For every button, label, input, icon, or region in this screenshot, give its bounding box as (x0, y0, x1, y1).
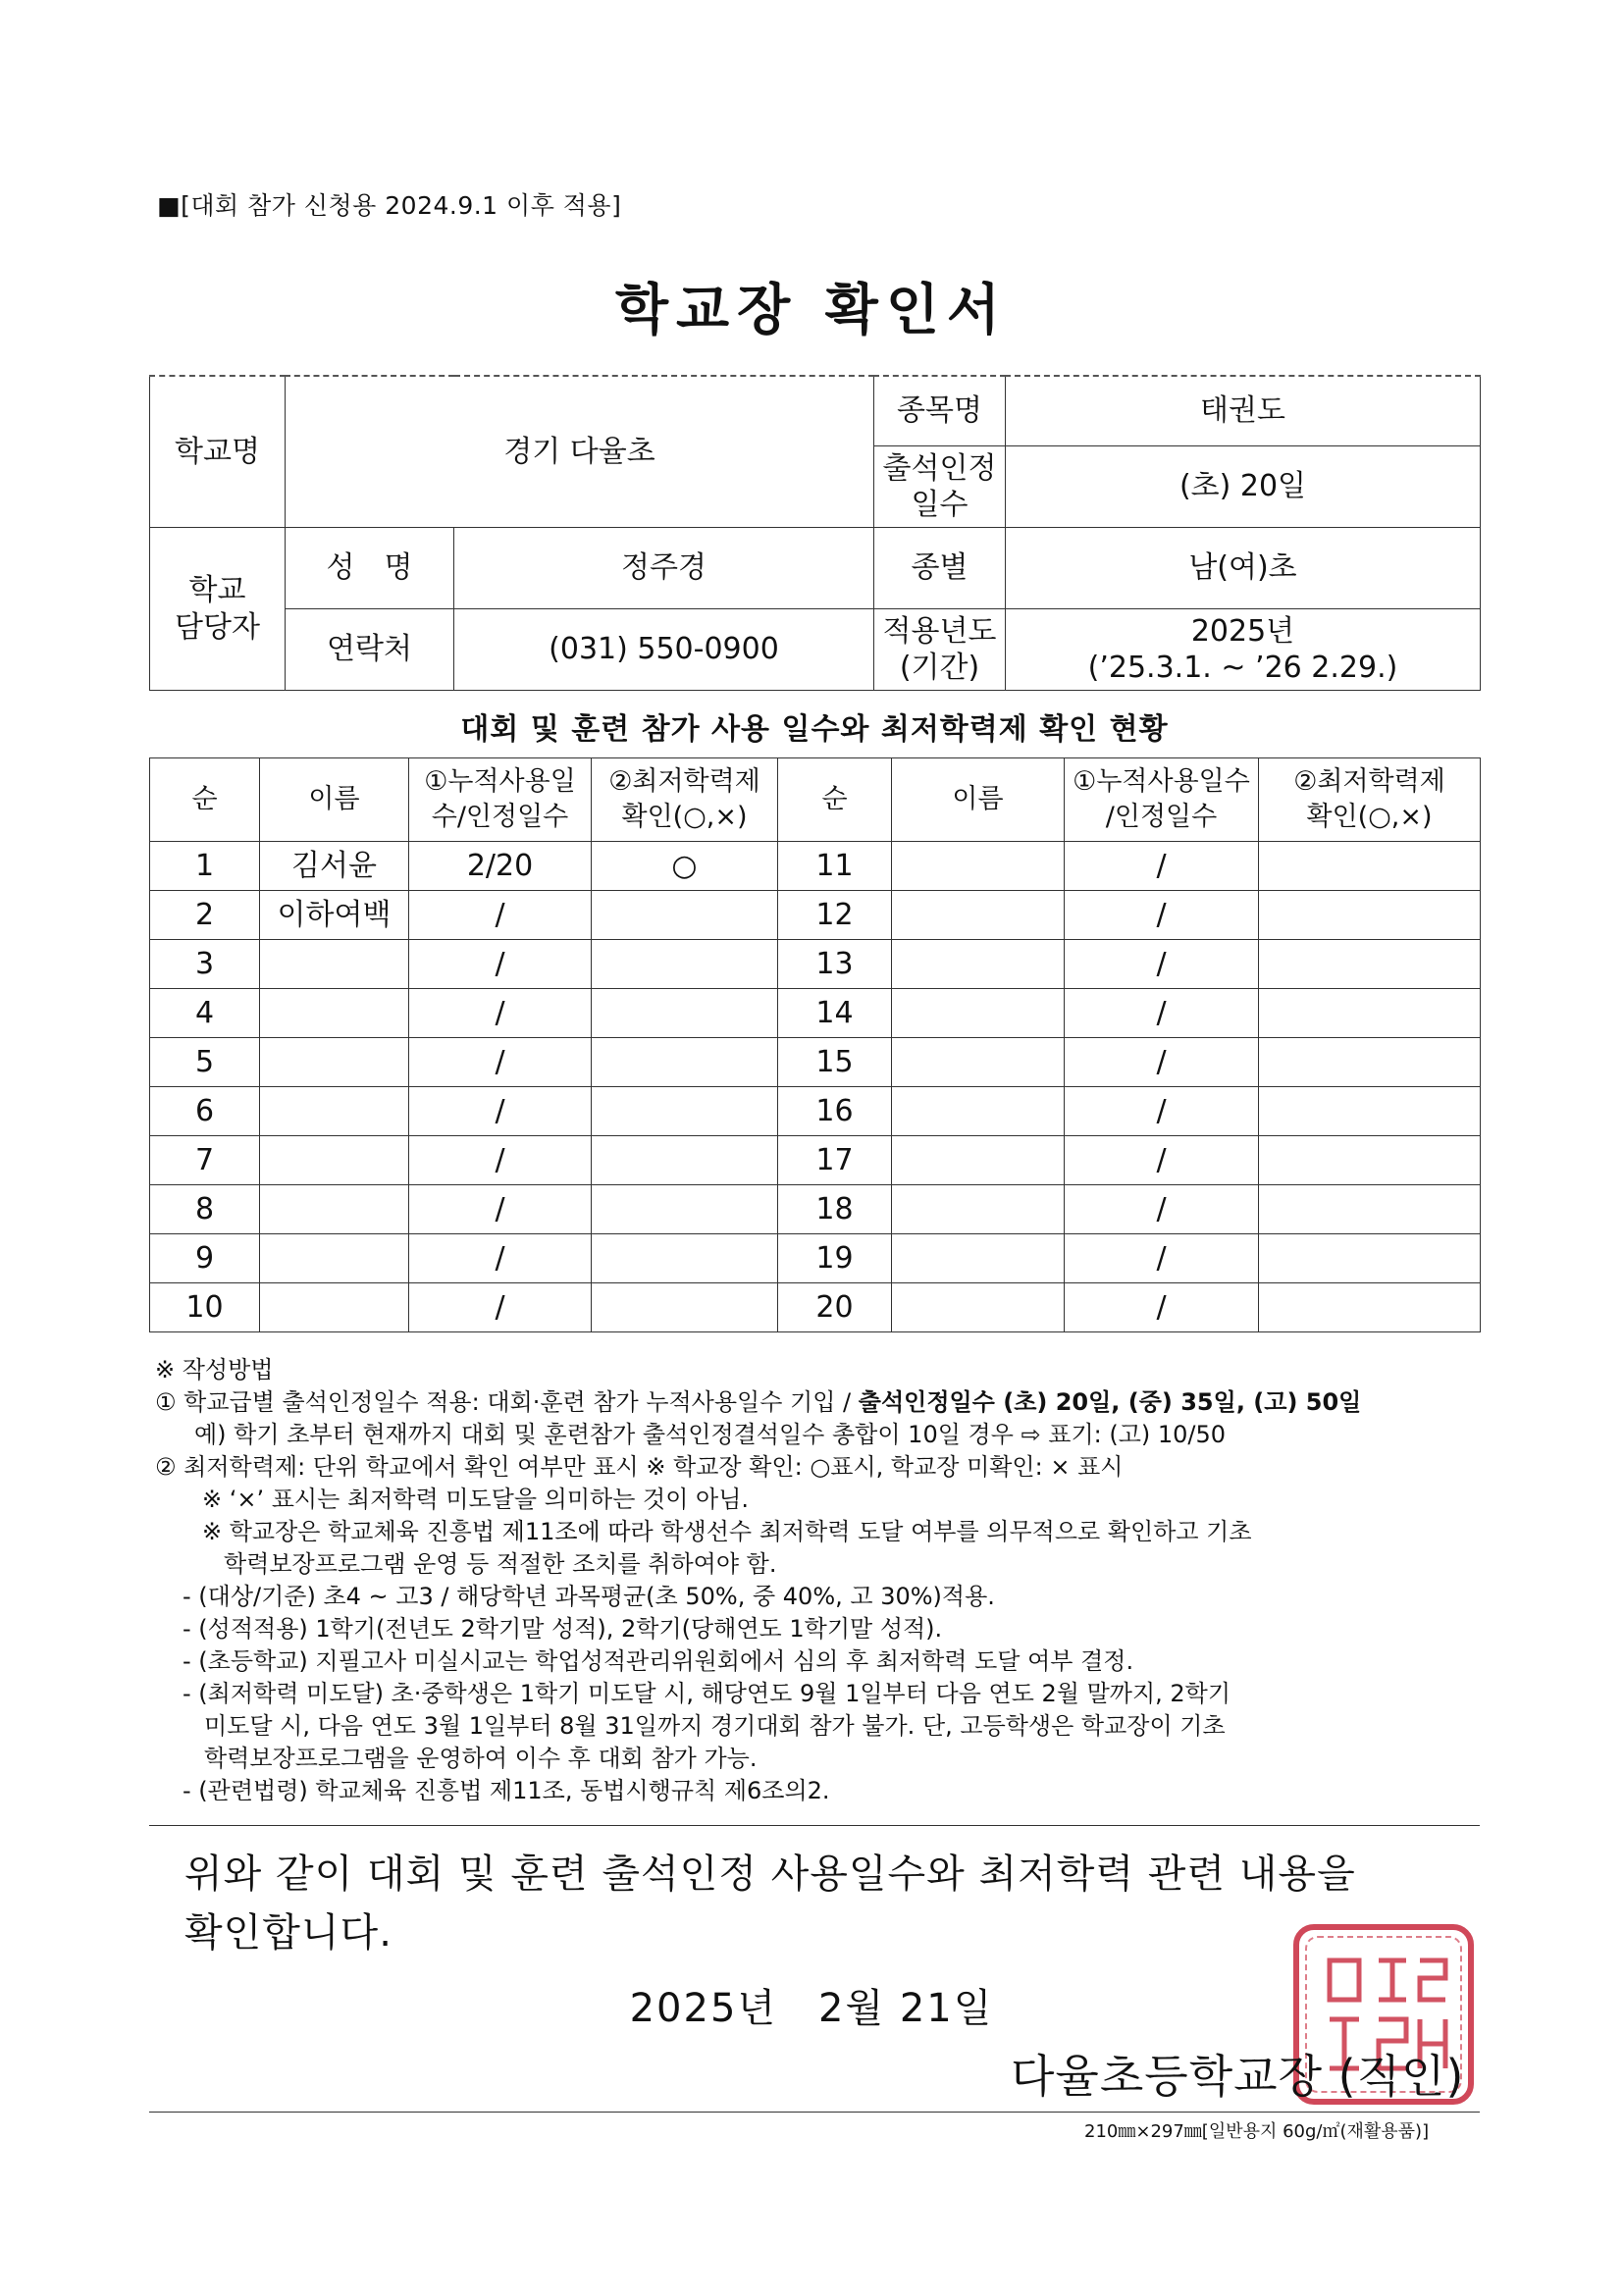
row-days-2: / (1065, 1038, 1259, 1087)
note-6: - (성적적용) 1학기(전년도 2학기말 성적), 2학기(당해연도 1학기말 성적). (183, 1615, 943, 1643)
name-value: 정주경 (454, 528, 874, 609)
row-number: 4 (150, 989, 260, 1038)
year-cell (1006, 609, 1481, 691)
note-8: - (최저학력 미도달) 초·중학생은 1학기 미도달 시, 해당연도 9월 1일부터 다음 연도 2월 말까지, 2학기 (183, 1680, 1231, 1707)
row-check-2 (1259, 1283, 1481, 1332)
header-days-2: ①누적사용일수 /인정일수 (1065, 758, 1259, 842)
table-row (150, 842, 1481, 891)
note-4-cont: 학력보장프로그램 운영 등 적절한 조치를 취하여야 함. (224, 1550, 777, 1578)
row-check (592, 1136, 778, 1185)
row-check (592, 940, 778, 989)
row-days-2: / (1065, 1087, 1259, 1136)
manager-label: 학교 담당자 (150, 528, 286, 691)
row-check-2 (1259, 842, 1481, 891)
row-days: / (409, 940, 592, 989)
note-8-cont: 미도달 시, 다음 연도 3월 1일부터 8월 31일까지 경기대회 참가 불가. 단, 고등학생은 학교장이 기초 (204, 1712, 1226, 1740)
row-check-2 (1259, 1185, 1481, 1234)
row-check-2 (1259, 1234, 1481, 1283)
row-days: / (409, 1185, 592, 1234)
row-name-2 (892, 1136, 1065, 1185)
sport-value: 태권도 (1006, 376, 1481, 446)
note-4: ※ 학교장은 학교체육 진흥법 제11조에 따라 학생선수 최저학력 도달 여부를 의무적으로 확인하고 기초 (202, 1518, 1252, 1545)
table-row (150, 940, 1481, 989)
divider-top (149, 1825, 1480, 1826)
row-days: / (409, 1038, 592, 1087)
row-number: 6 (150, 1087, 260, 1136)
header-days: ①누적사용일 수/인정일수 (409, 758, 592, 842)
row-name-2 (892, 1283, 1065, 1332)
header-name-2: 이름 (892, 758, 1065, 842)
school-label: 학교명 (150, 376, 286, 528)
row-name: 김서윤 (260, 842, 409, 891)
table-row (150, 891, 1481, 940)
row-name (260, 989, 409, 1038)
note-1-example: 예) 학기 초부터 현재까지 대회 및 훈련참가 출석인정결석일수 총합이 10일 경우 ⇨ 표기: (고) 10/50 (194, 1421, 1227, 1448)
note-1-text: ① 학교급별 출석인정일수 적용: 대회·훈련 참가 누적사용일수 기입 / (155, 1388, 859, 1416)
row-name (260, 940, 409, 989)
year-value: 2025년 (1190, 613, 1295, 649)
row-number-2: 17 (778, 1136, 892, 1185)
row-days: / (409, 1136, 592, 1185)
row-check (592, 1283, 778, 1332)
row-check-2 (1259, 1087, 1481, 1136)
contact-label: 연락처 (286, 609, 454, 691)
row-number-2: 19 (778, 1234, 892, 1283)
principal-signature: 다율초등학교장 (직인) (1011, 2050, 1465, 2103)
row-check: ○ (592, 842, 778, 891)
row-name: 이하여백 (260, 891, 409, 940)
row-days: / (409, 989, 592, 1038)
note-8-cont-2: 학력보장프로그램을 운영하여 이수 후 대회 참가 가능. (204, 1745, 758, 1772)
row-days-2: / (1065, 989, 1259, 1038)
header-check-2: ②최저학력제 확인(○,×) (1259, 758, 1481, 842)
row-check-2 (1259, 1038, 1481, 1087)
header-check: ②최저학력제 확인(○,×) (592, 758, 778, 842)
row-number: 7 (150, 1136, 260, 1185)
row-number: 2 (150, 891, 260, 940)
row-number: 3 (150, 940, 260, 989)
row-number: 5 (150, 1038, 260, 1087)
row-days: / (409, 891, 592, 940)
row-check-2 (1259, 1136, 1481, 1185)
sport-label: 종목명 (874, 376, 1006, 446)
confirm-line-1: 위와 같이 대회 및 훈련 출석인정 사용일수와 최저학력 관련 내용을 (184, 1852, 1356, 1897)
row-name-2 (892, 1234, 1065, 1283)
table-row (150, 1234, 1481, 1283)
row-name-2 (892, 989, 1065, 1038)
row-check (592, 1087, 778, 1136)
row-check-2 (1259, 891, 1481, 940)
page-title: 학교장 확인서 (614, 279, 1009, 342)
info-table (149, 375, 1481, 691)
school-value: 경기 다율초 (286, 376, 874, 528)
confirm-line-2: 확인합니다. (184, 1910, 393, 1956)
row-check (592, 1234, 778, 1283)
note-2: ② 최저학력제: 단위 학교에서 확인 여부만 표시 ※ 학교장 확인: ○표시, 학교장 미확인: × 표시 (155, 1453, 1124, 1481)
row-number-2: 20 (778, 1283, 892, 1332)
row-days: / (409, 1087, 592, 1136)
paper-spec: 210㎜×297㎜[일반용지 60g/㎡(재활용품)] (1084, 2121, 1430, 2142)
table-row (150, 1087, 1481, 1136)
note-7: - (초등학교) 지필고사 미실시교는 학업성적관리위원회에서 심의 후 최저학력 도달 여부 결정. (183, 1647, 1134, 1675)
attendance-value: (초) 20일 (1006, 446, 1481, 528)
row-name-2 (892, 940, 1065, 989)
row-days-2: / (1065, 940, 1259, 989)
row-number: 8 (150, 1185, 260, 1234)
year-label: 적용년도 (기간) (874, 609, 1006, 691)
section-title: 대회 및 훈련 참가 사용 일수와 최저학력제 확인 현황 (460, 712, 1169, 747)
row-number-2: 12 (778, 891, 892, 940)
table-row (150, 1283, 1481, 1332)
writing-guide (155, 1354, 1490, 1807)
row-check (592, 989, 778, 1038)
row-name-2 (892, 1185, 1065, 1234)
row-name (260, 1283, 409, 1332)
year-period: (’25.3.1. ~ ’26 2.29.) (1087, 651, 1398, 685)
row-days: / (409, 1234, 592, 1283)
table-row (150, 1038, 1481, 1087)
row-days-2: / (1065, 842, 1259, 891)
table-row (150, 989, 1481, 1038)
row-check (592, 891, 778, 940)
header-no-2: 순 (778, 758, 892, 842)
row-number-2: 14 (778, 989, 892, 1038)
row-days-2: / (1065, 1185, 1259, 1234)
row-days-2: / (1065, 1234, 1259, 1283)
note-9: - (관련법령) 학교체육 진흥법 제11조, 동법시행규칙 제6조의2. (183, 1777, 830, 1804)
row-number-2: 16 (778, 1087, 892, 1136)
row-name-2 (892, 1038, 1065, 1087)
note-1-bold: 출석인정일수 (초) 20일, (중) 35일, (고) 50일 (858, 1388, 1362, 1416)
roster-table (149, 757, 1481, 1332)
row-name (260, 1087, 409, 1136)
row-name-2 (892, 842, 1065, 891)
gender-label: 종별 (874, 528, 1006, 609)
row-check-2 (1259, 940, 1481, 989)
table-row (150, 1185, 1481, 1234)
row-number: 9 (150, 1234, 260, 1283)
table-row (150, 1136, 1481, 1185)
gender-value: 남(여)초 (1006, 528, 1481, 609)
row-days: / (409, 1283, 592, 1332)
row-name (260, 1136, 409, 1185)
row-number-2: 13 (778, 940, 892, 989)
note-3: ※ ‘×’ 표시는 최저학력 미도달을 의미하는 것이 아님. (202, 1486, 750, 1513)
row-days-2: / (1065, 1283, 1259, 1332)
note-5: - (대상/기준) 초4 ~ 고3 / 해당학년 과목평균(초 50%, 중 40%, 고 30%)적용. (183, 1583, 995, 1610)
header-note: ■[대회 참가 신청용 2024.9.1 이후 적용] (157, 191, 622, 220)
divider-bottom (149, 2112, 1480, 2113)
issue-date: 2025년 2월 21일 (629, 1986, 994, 2031)
row-number: 10 (150, 1283, 260, 1332)
row-number: 1 (150, 842, 260, 891)
name-label: 성 명 (286, 528, 454, 609)
row-number-2: 18 (778, 1185, 892, 1234)
header-name: 이름 (260, 758, 409, 842)
row-name (260, 1038, 409, 1087)
row-name-2 (892, 891, 1065, 940)
row-number-2: 15 (778, 1038, 892, 1087)
header-no: 순 (150, 758, 260, 842)
row-name-2 (892, 1087, 1065, 1136)
contact-value: (031) 550-0900 (454, 609, 874, 691)
row-days: 2/20 (409, 842, 592, 891)
row-check (592, 1038, 778, 1087)
row-name (260, 1185, 409, 1234)
row-name (260, 1234, 409, 1283)
row-check-2 (1259, 989, 1481, 1038)
row-days-2: / (1065, 891, 1259, 940)
attendance-label: 출석인정 일수 (874, 446, 1006, 528)
note-1 (155, 1386, 1490, 1419)
notes-heading: ※ 작성방법 (155, 1356, 274, 1383)
row-number-2: 11 (778, 842, 892, 891)
row-check (592, 1185, 778, 1234)
row-days-2: / (1065, 1136, 1259, 1185)
